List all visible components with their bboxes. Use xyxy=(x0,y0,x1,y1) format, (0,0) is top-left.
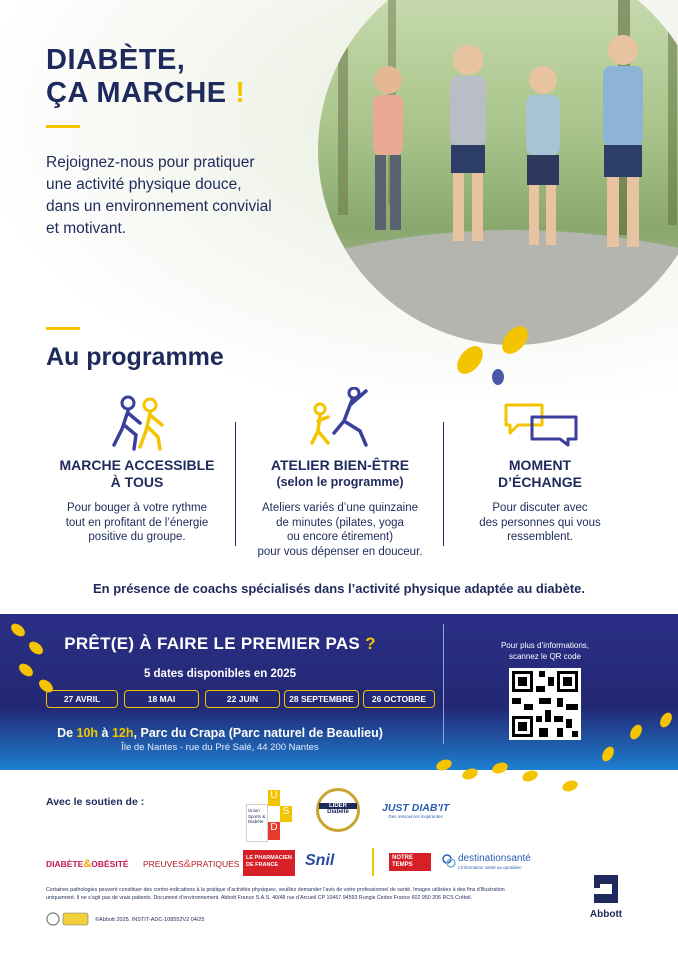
column-wellness-title-1: ATELIER BIEN-ÊTRE xyxy=(270,457,410,473)
text-line: ou encore étirement) xyxy=(286,531,394,543)
diabete-amp: & xyxy=(83,858,92,870)
text-line: tout en profitant de l’énergie xyxy=(65,516,209,529)
legal-notice xyxy=(46,887,566,902)
qr-caption-line: scannez le QR code xyxy=(508,652,582,661)
pharmacien-line: DE FRANCE xyxy=(246,862,279,868)
footprints-icon xyxy=(440,315,560,395)
date-pill: 28 SEPTEMBRE xyxy=(284,690,359,708)
date-pill: 26 OCTOBRE xyxy=(363,690,435,708)
pharmacien-de-france-logo xyxy=(243,850,295,876)
column-exchange-title xyxy=(440,457,640,491)
end-time: 12h xyxy=(111,726,134,740)
column-walk-title-2: À TOUS xyxy=(110,474,164,490)
lider-diabete-logo xyxy=(316,788,360,832)
program-underline xyxy=(46,327,80,330)
intro-line: dans un environnement convivial xyxy=(46,198,272,215)
notre-temps-line: NOTRE xyxy=(392,855,413,861)
footprints-icon xyxy=(6,620,66,700)
coachs-statement: En présence de coachs spécialisés dans l’activité physique adaptée au diabète. xyxy=(92,581,586,596)
text-line: Pour bouger à votre rythme xyxy=(67,502,207,514)
intro-line: une activité physique douce, xyxy=(46,176,242,193)
a-text: à xyxy=(98,726,112,740)
program-column-exchange xyxy=(440,395,640,545)
program-title: Au programme xyxy=(46,343,224,371)
program-column-wellness xyxy=(240,395,440,559)
qr-caption-line: Pour plus d’informations, xyxy=(500,641,590,650)
column-exchange-text xyxy=(440,501,640,545)
title-line-2 xyxy=(46,77,245,110)
text-line: des personnes qui vous xyxy=(479,516,601,529)
diabete-right: OBÉSITÉ xyxy=(91,859,129,869)
banner-title-question: ? xyxy=(365,634,376,653)
usd-letter: U xyxy=(268,790,280,806)
abbott-logo xyxy=(584,872,628,920)
preuves-amp: & xyxy=(183,858,191,870)
usd-text xyxy=(246,804,268,842)
start-time: 10h xyxy=(76,726,99,740)
qr-caption xyxy=(470,640,620,662)
title-line-1: DIABÈTE, xyxy=(46,44,186,76)
lider-line: Diabète xyxy=(327,809,349,815)
page-title xyxy=(46,44,245,110)
usd-letter: S xyxy=(280,806,292,822)
banner-title-text: PRÊT(E) À FAIRE LE PREMIER PAS xyxy=(64,634,361,653)
notre-temps-logo xyxy=(389,853,431,871)
event-address: Île de Nantes - rue du Pré Salé, 44 200 Nantes xyxy=(121,742,319,753)
banner-subtitle: 5 dates disponibles en 2025 xyxy=(143,668,297,680)
text-line: pour vous dépenser en douceur. xyxy=(257,545,423,558)
column-wellness-text xyxy=(240,501,440,559)
legal-line: uniquement. Il ne s’agit pas de vrais patients. Document d’environnement. Abbott France S.A.S. 40/48 rue d’Arcueil CP 10457 94593 Rungis Cedex France 602 950 206 RCS Créteil. xyxy=(46,894,472,901)
title-line-2-text: ÇA MARCHE xyxy=(46,77,227,109)
column-divider xyxy=(235,422,236,546)
event-time-place xyxy=(0,726,440,740)
diabete-left: DIABÈTE xyxy=(46,859,84,869)
column-walk-title-1: MARCHE ACCESSIBLE xyxy=(59,457,215,473)
just-diabit-name: JUST DIAB'IT xyxy=(382,802,450,814)
usd-line: Sports & xyxy=(248,813,266,819)
notre-temps-line: TEMPS xyxy=(392,862,413,868)
column-wellness-title xyxy=(240,457,440,491)
column-walk-text xyxy=(37,501,237,545)
preuves-left: PREUVES xyxy=(143,859,184,869)
footprints-icon xyxy=(430,710,678,800)
intro-line: et motivant. xyxy=(46,220,127,237)
abbott-name: Abbott xyxy=(589,909,623,920)
just-diabit-tagline: Des ressources inspirantes xyxy=(388,814,443,819)
column-exchange-title-1: MOMENT xyxy=(508,457,572,473)
date-pill: 22 JUIN xyxy=(205,690,280,708)
intro-line: Rejoignez-nous pour pratiquer xyxy=(46,154,255,171)
intro-text xyxy=(46,152,326,240)
text-line: positive du groupe. xyxy=(88,531,186,543)
legal-line: Certaines pathologies peuvent constituer des contre-indications à la pratique d’activités physiques, veuillez demander l’avis de votre professionnel de santé. Images utilisées à des fins d’illustration xyxy=(46,887,505,893)
date-pill: 27 AVRIL xyxy=(46,690,118,708)
usd-line: Union xyxy=(248,808,260,813)
snil-logo: Snil xyxy=(305,852,335,869)
program-column-walk xyxy=(37,395,237,545)
title-exclamation: ! xyxy=(235,77,246,109)
text-line: Pour discuter avec xyxy=(492,502,588,514)
text-line: ressemblent. xyxy=(507,531,573,543)
preuves-right: PRATIQUES xyxy=(190,859,240,869)
destination-sante-name: destinationsanté xyxy=(458,853,531,864)
diabete-obesite-logo xyxy=(46,858,129,870)
stretching-people-icon xyxy=(308,387,374,449)
usd-logo xyxy=(246,790,294,842)
support-label: Avec le soutien de : xyxy=(46,796,145,808)
destination-sante-icon xyxy=(442,853,456,869)
banner-title xyxy=(0,634,440,654)
column-exchange-title-2: D’ÉCHANGE xyxy=(497,474,582,490)
usd-line: Diabète xyxy=(248,819,264,824)
place-text: , Parc du Crapa (Parc naturel de Beaulieu) xyxy=(133,726,383,740)
de-text: De xyxy=(57,726,77,740)
document-reference: ©Abbott 2025. INSTIT-ADC-108552V2 04/25 xyxy=(95,917,205,923)
speech-bubbles-icon xyxy=(502,401,580,447)
lider-line: LIDER xyxy=(319,803,357,809)
logo-divider xyxy=(372,848,374,876)
title-underline xyxy=(46,125,80,128)
abbott-icon xyxy=(591,872,621,906)
destination-sante-tagline: L’information santé au quotidien xyxy=(458,865,522,870)
recycling-logos-icon xyxy=(46,910,90,928)
text-line: de minutes (pilates, yoga xyxy=(276,516,404,529)
column-wellness-subtitle: (selon le programme) xyxy=(276,475,404,489)
preuves-pratiques-logo xyxy=(143,858,239,870)
walking-people-icon xyxy=(112,395,164,451)
usd-letter: D xyxy=(268,822,280,840)
date-pill: 18 MAI xyxy=(124,690,199,708)
pharmacien-line: LE PHARMACIEN xyxy=(246,855,292,861)
column-walk-title xyxy=(37,457,237,491)
text-line: Ateliers variés d’une quinzaine xyxy=(262,502,418,514)
just-diabit-logo xyxy=(382,802,449,819)
